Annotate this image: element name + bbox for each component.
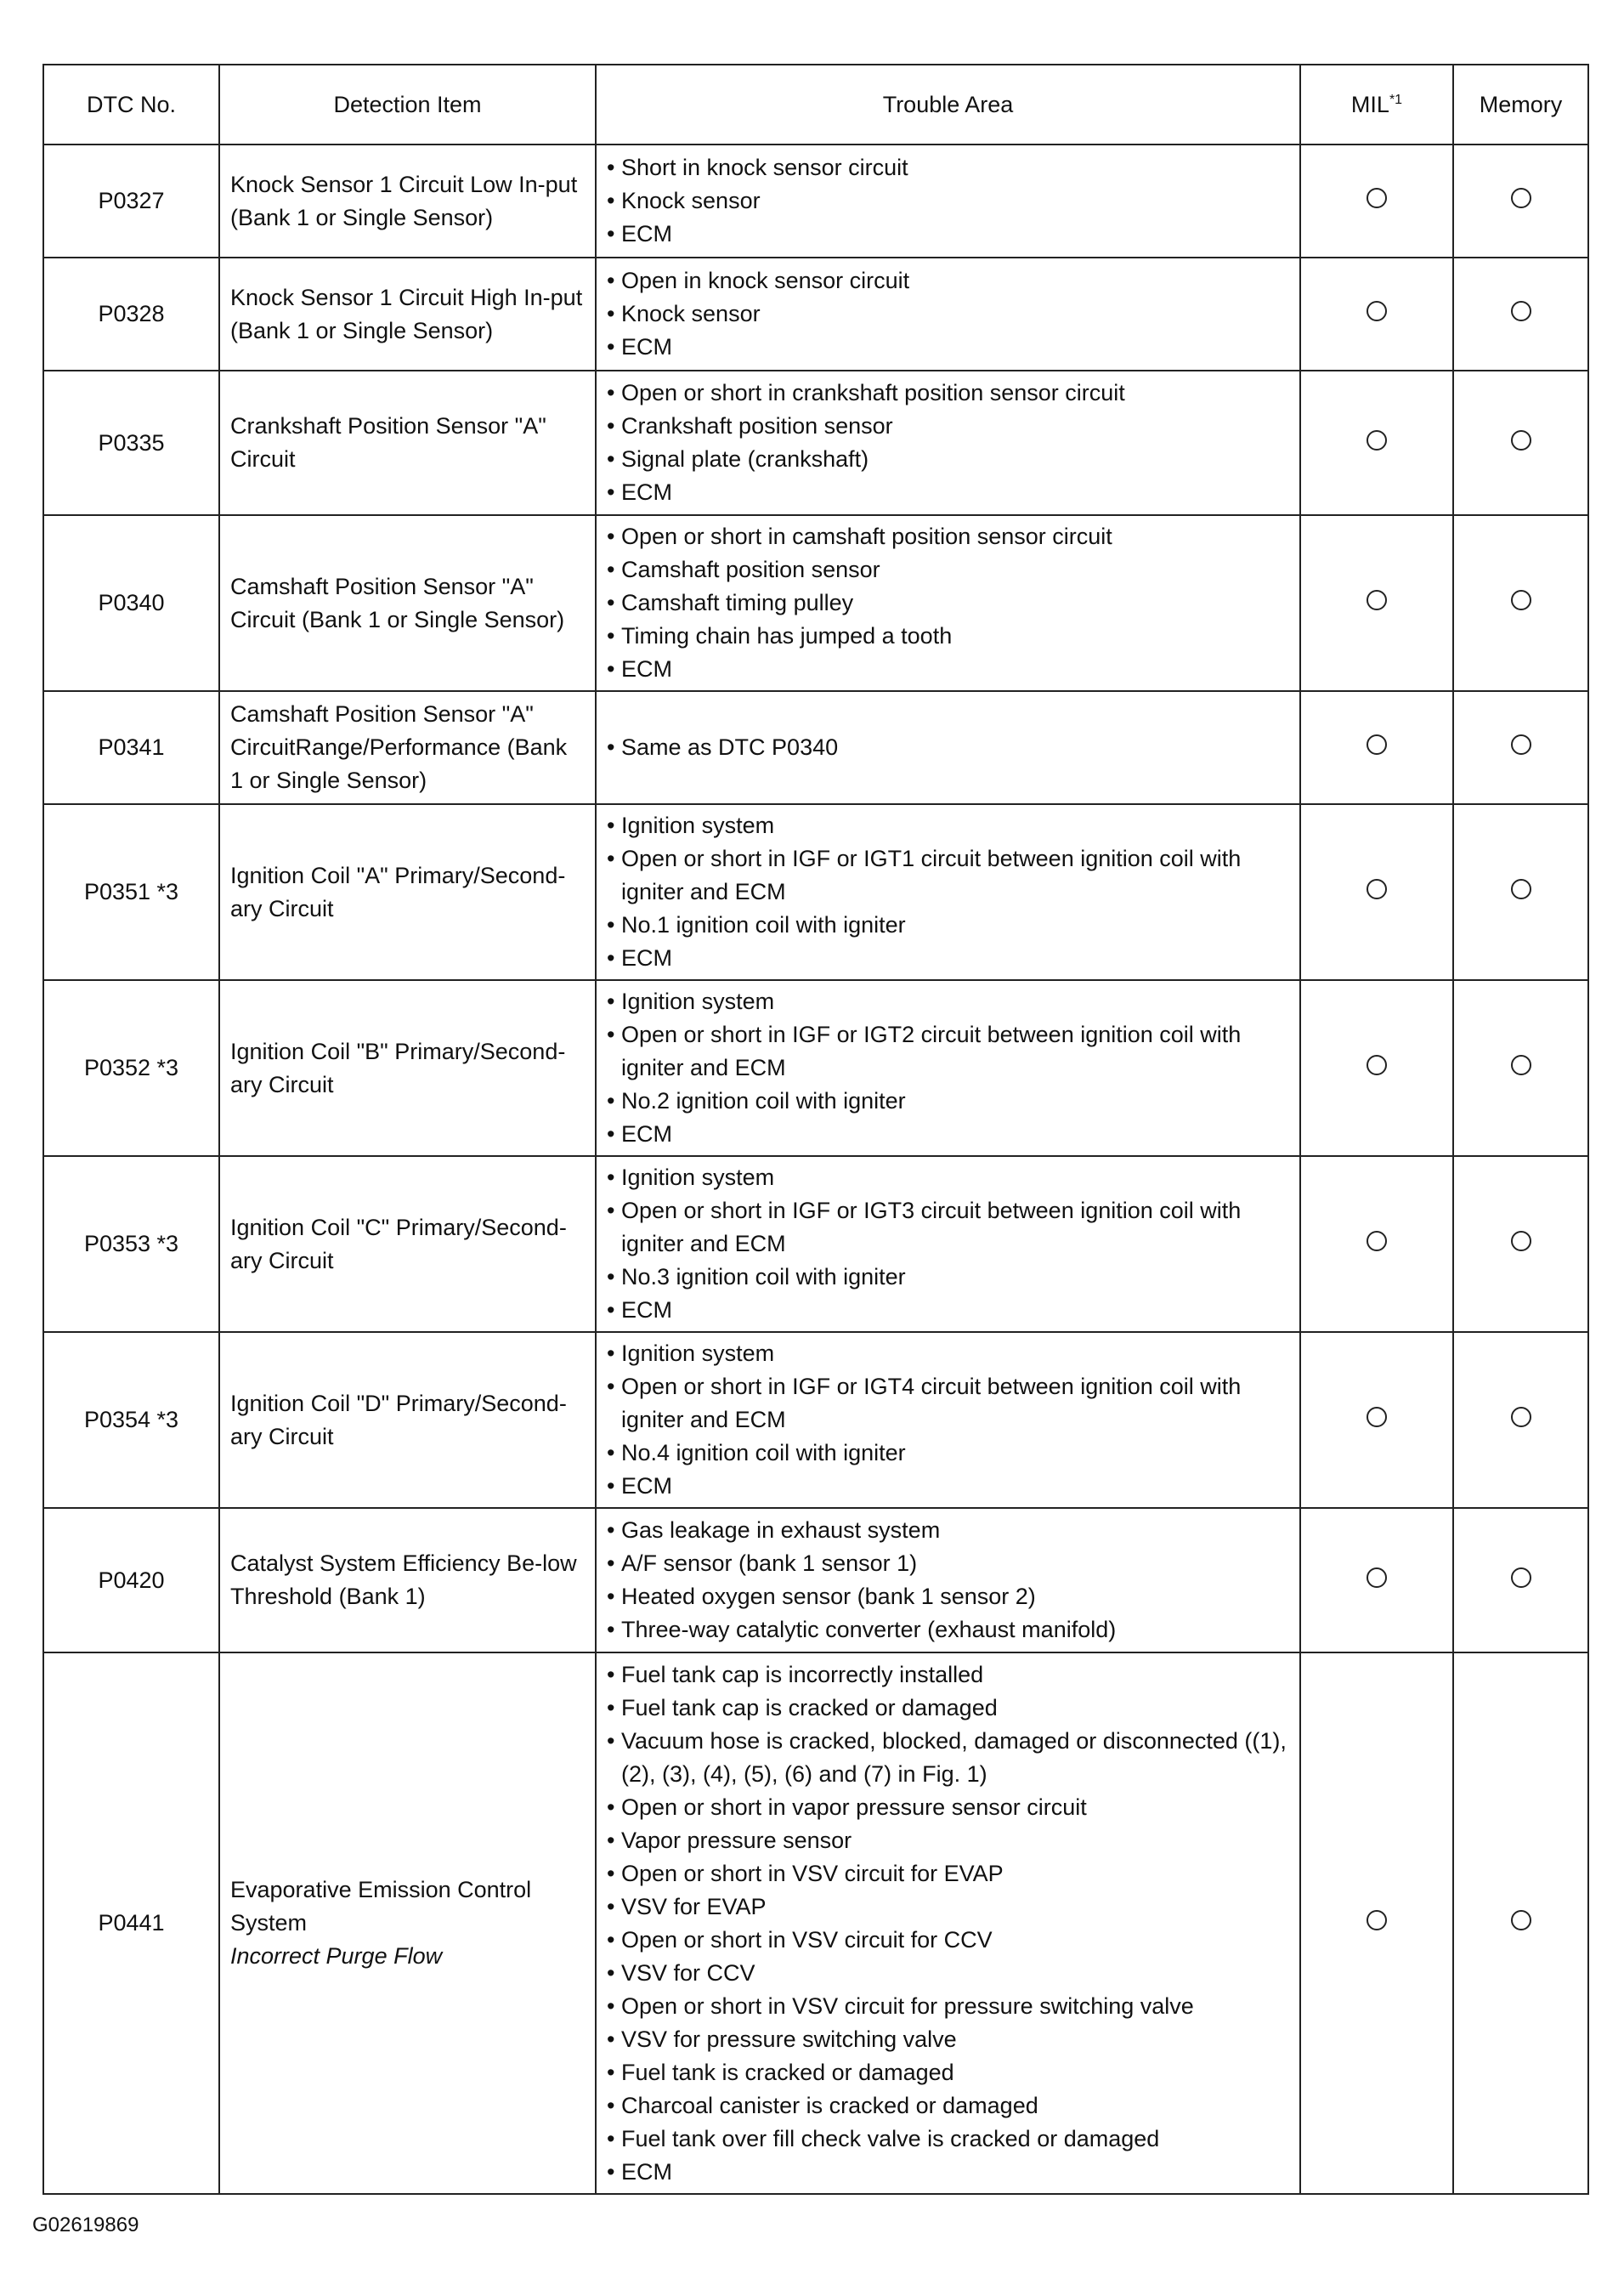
- trouble-area-item: • ECM: [607, 1294, 1291, 1327]
- trouble-area-item: • Ignition system: [607, 1161, 1291, 1194]
- trouble-area-item: • Open or short in IGF or IGT4 circuit between ignition coil with igniter and ECM: [607, 1370, 1291, 1437]
- memory-circle-icon: [1511, 879, 1531, 899]
- mil-circle-icon: [1367, 1055, 1387, 1075]
- trouble-area-list: [607, 985, 1291, 1151]
- detection-item: Knock Sensor 1 Circuit Low In-put (Bank 1 or Single Sensor): [230, 171, 578, 230]
- trouble-area-cell: [596, 1156, 1300, 1332]
- header-mil-note: *1: [1389, 92, 1403, 107]
- trouble-area-item: • ECM: [607, 942, 1291, 975]
- memory-circle-icon: [1511, 1055, 1531, 1075]
- detection-item-cell: [219, 1508, 596, 1652]
- table-row: [43, 258, 1588, 371]
- trouble-area-list: [607, 264, 1291, 364]
- trouble-area-item: • VSV for CCV: [607, 1957, 1291, 1990]
- memory-cell: [1453, 1652, 1588, 2194]
- mil-cell: [1300, 804, 1453, 980]
- memory-cell: [1453, 258, 1588, 371]
- trouble-area-cell: [596, 371, 1300, 515]
- table-row: [43, 1652, 1588, 2194]
- mil-cell: [1300, 691, 1453, 804]
- table-row: [43, 1332, 1588, 1508]
- trouble-area-list: [607, 1658, 1291, 2189]
- trouble-area-item: • ECM: [607, 331, 1291, 364]
- trouble-area-item: • Knock sensor: [607, 184, 1291, 218]
- trouble-area-item: • ECM: [607, 476, 1291, 509]
- detection-item: Catalyst System Efficiency Be-low Threshold (Bank 1): [230, 1550, 577, 1609]
- trouble-area-item: • No.1 ignition coil with igniter: [607, 909, 1291, 942]
- trouble-area-item: • Vapor pressure sensor: [607, 1824, 1291, 1857]
- trouble-area-item: • Open or short in IGF or IGT2 circuit between ignition coil with igniter and ECM: [607, 1018, 1291, 1085]
- memory-cell: [1453, 1156, 1588, 1332]
- trouble-area-item: • Open or short in crankshaft position sensor circuit: [607, 377, 1291, 410]
- dtc-code: P0335: [43, 371, 219, 515]
- trouble-area-item: • Short in knock sensor circuit: [607, 151, 1291, 184]
- mil-circle-icon: [1367, 1567, 1387, 1588]
- memory-cell: [1453, 980, 1588, 1156]
- trouble-area-item: • ECM: [607, 1470, 1291, 1503]
- detection-item: Camshaft Position Sensor "A" Circuit (Bank 1 or Single Sensor): [230, 573, 565, 632]
- mil-circle-icon: [1367, 590, 1387, 610]
- trouble-area-item: • Camshaft position sensor: [607, 553, 1291, 587]
- detection-item: Crankshaft Position Sensor "A" Circuit: [230, 413, 546, 472]
- dtc-code: P0327: [43, 145, 219, 258]
- trouble-area-item: • Vacuum hose is cracked, blocked, damaged or disconnected ((1), (2), (3), (4), (5), (6) and (7) in Fig. 1): [607, 1725, 1291, 1791]
- detection-item-cell: [219, 145, 596, 258]
- trouble-area-item: • Open or short in IGF or IGT3 circuit between ignition coil with igniter and ECM: [607, 1194, 1291, 1261]
- dtc-code: P0340: [43, 515, 219, 691]
- trouble-area-list: [607, 731, 1291, 764]
- table-body: [43, 145, 1588, 2194]
- mil-cell: [1300, 258, 1453, 371]
- mil-cell: [1300, 980, 1453, 1156]
- trouble-area-item: • No.2 ignition coil with igniter: [607, 1085, 1291, 1118]
- trouble-area-item: • Gas leakage in exhaust system: [607, 1514, 1291, 1547]
- trouble-area-item: • VSV for EVAP: [607, 1890, 1291, 1924]
- detection-item: Ignition Coil "B" Primary/Second-ary Circuit: [230, 1038, 566, 1097]
- trouble-area-cell: [596, 1332, 1300, 1508]
- dtc-table: [42, 64, 1589, 2195]
- detection-item: Ignition Coil "C" Primary/Second-ary Circuit: [230, 1214, 567, 1273]
- detection-item-cell: [219, 804, 596, 980]
- memory-cell: [1453, 515, 1588, 691]
- header-item: Detection Item: [219, 65, 596, 145]
- trouble-area-list: [607, 809, 1291, 975]
- mil-circle-icon: [1367, 430, 1387, 451]
- trouble-area-item: • Fuel tank is cracked or damaged: [607, 2056, 1291, 2089]
- trouble-area-cell: [596, 1652, 1300, 2194]
- trouble-area-cell: [596, 691, 1300, 804]
- trouble-area-item: • Open or short in VSV circuit for EVAP: [607, 1857, 1291, 1890]
- dtc-code: P0328: [43, 258, 219, 371]
- mil-circle-icon: [1367, 188, 1387, 208]
- detection-item: Ignition Coil "D" Primary/Second-ary Circuit: [230, 1390, 567, 1449]
- trouble-area-item: • Camshaft timing pulley: [607, 587, 1291, 620]
- trouble-area-item: • Open in knock sensor circuit: [607, 264, 1291, 298]
- detection-item-cell: [219, 1156, 596, 1332]
- header-dtc: DTC No.: [43, 65, 219, 145]
- trouble-area-item: • Fuel tank cap is cracked or damaged: [607, 1692, 1291, 1725]
- header-trouble: Trouble Area: [596, 65, 1300, 145]
- header-memory: Memory: [1453, 65, 1588, 145]
- dtc-code: P0351 *3: [43, 804, 219, 980]
- trouble-area-item: • Same as DTC P0340: [607, 731, 1291, 764]
- detection-item: Camshaft Position Sensor "A" CircuitRange/Performance (Bank 1 or Single Sensor): [230, 701, 568, 793]
- memory-cell: [1453, 145, 1588, 258]
- detection-item-cell: [219, 515, 596, 691]
- table-row: [43, 515, 1588, 691]
- dtc-code: P0441: [43, 1652, 219, 2194]
- trouble-area-cell: [596, 804, 1300, 980]
- header-mil-label: MIL: [1350, 91, 1389, 117]
- trouble-area-item: • Crankshaft position sensor: [607, 410, 1291, 443]
- trouble-area-list: [607, 1514, 1291, 1647]
- memory-cell: [1453, 691, 1588, 804]
- mil-cell: [1300, 371, 1453, 515]
- table-row: [43, 980, 1588, 1156]
- header-mil: [1300, 65, 1453, 145]
- trouble-area-item: • Timing chain has jumped a tooth: [607, 620, 1291, 653]
- memory-circle-icon: [1511, 301, 1531, 321]
- table-row: [43, 145, 1588, 258]
- trouble-area-item: • Knock sensor: [607, 298, 1291, 331]
- detection-item-cell: [219, 1652, 596, 2194]
- detection-item-cell: [219, 980, 596, 1156]
- trouble-area-item: • A/F sensor (bank 1 sensor 1): [607, 1547, 1291, 1580]
- trouble-area-item: • Open or short in vapor pressure sensor circuit: [607, 1791, 1291, 1824]
- memory-cell: [1453, 804, 1588, 980]
- detection-item: Evaporative Emission Control System: [230, 1877, 532, 1936]
- mil-circle-icon: [1367, 1910, 1387, 1930]
- trouble-area-item: • Open or short in camshaft position sensor circuit: [607, 520, 1291, 553]
- trouble-area-item: • ECM: [607, 653, 1291, 686]
- trouble-area-list: [607, 377, 1291, 509]
- trouble-area-cell: [596, 515, 1300, 691]
- memory-circle-icon: [1511, 1231, 1531, 1251]
- dtc-code: P0341: [43, 691, 219, 804]
- memory-circle-icon: [1511, 430, 1531, 451]
- trouble-area-item: • ECM: [607, 1118, 1291, 1151]
- dtc-code: P0420: [43, 1508, 219, 1652]
- mil-circle-icon: [1367, 734, 1387, 755]
- trouble-area-item: • VSV for pressure switching valve: [607, 2023, 1291, 2056]
- mil-circle-icon: [1367, 1231, 1387, 1251]
- mil-circle-icon: [1367, 879, 1387, 899]
- detection-item: Knock Sensor 1 Circuit High In-put (Bank 1 or Single Sensor): [230, 284, 583, 343]
- trouble-area-item: • Three-way catalytic converter (exhaust manifold): [607, 1613, 1291, 1647]
- figure-code: G02619869: [32, 2213, 139, 2236]
- table-row: [43, 1156, 1588, 1332]
- table-header: [43, 65, 1588, 145]
- memory-cell: [1453, 371, 1588, 515]
- trouble-area-item: • No.4 ignition coil with igniter: [607, 1437, 1291, 1470]
- memory-circle-icon: [1511, 734, 1531, 755]
- header-row: [43, 65, 1588, 145]
- memory-circle-icon: [1511, 1567, 1531, 1588]
- trouble-area-item: • Open or short in VSV circuit for pressure switching valve: [607, 1990, 1291, 2023]
- mil-cell: [1300, 1332, 1453, 1508]
- trouble-area-cell: [596, 258, 1300, 371]
- mil-cell: [1300, 145, 1453, 258]
- trouble-area-cell: [596, 1508, 1300, 1652]
- trouble-area-item: • Ignition system: [607, 985, 1291, 1018]
- mil-cell: [1300, 515, 1453, 691]
- mil-circle-icon: [1367, 1407, 1387, 1427]
- trouble-area-item: • Open or short in VSV circuit for CCV: [607, 1924, 1291, 1957]
- trouble-area-item: • Charcoal canister is cracked or damaged: [607, 2089, 1291, 2123]
- detection-item: Ignition Coil "A" Primary/Second-ary Circuit: [230, 862, 566, 921]
- trouble-area-list: [607, 1161, 1291, 1327]
- memory-circle-icon: [1511, 590, 1531, 610]
- trouble-area-list: [607, 520, 1291, 686]
- mil-cell: [1300, 1652, 1453, 2194]
- detection-item-cell: [219, 258, 596, 371]
- memory-cell: [1453, 1508, 1588, 1652]
- trouble-area-list: [607, 151, 1291, 251]
- trouble-area-item: • Fuel tank cap is incorrectly installed: [607, 1658, 1291, 1692]
- memory-circle-icon: [1511, 1910, 1531, 1930]
- detection-item-cell: [219, 691, 596, 804]
- memory-cell: [1453, 1332, 1588, 1508]
- trouble-area-item: • Ignition system: [607, 1337, 1291, 1370]
- memory-circle-icon: [1511, 1407, 1531, 1427]
- mil-cell: [1300, 1508, 1453, 1652]
- trouble-area-item: • ECM: [607, 2156, 1291, 2189]
- dtc-code: P0352 *3: [43, 980, 219, 1156]
- trouble-area-item: • Heated oxygen sensor (bank 1 sensor 2): [607, 1580, 1291, 1613]
- detection-item-cell: [219, 371, 596, 515]
- table-row: [43, 691, 1588, 804]
- detection-item-extra: Incorrect Purge Flow: [230, 1943, 443, 1969]
- trouble-area-item: • Open or short in IGF or IGT1 circuit between ignition coil with igniter and ECM: [607, 842, 1291, 909]
- memory-circle-icon: [1511, 188, 1531, 208]
- detection-item-cell: [219, 1332, 596, 1508]
- mil-circle-icon: [1367, 301, 1387, 321]
- trouble-area-list: [607, 1337, 1291, 1503]
- trouble-area-item: • ECM: [607, 218, 1291, 251]
- table-row: [43, 371, 1588, 515]
- trouble-area-item: • Fuel tank over fill check valve is cracked or damaged: [607, 2123, 1291, 2156]
- dtc-code: P0354 *3: [43, 1332, 219, 1508]
- trouble-area-item: • Signal plate (crankshaft): [607, 443, 1291, 476]
- trouble-area-item: • Ignition system: [607, 809, 1291, 842]
- table-row: [43, 804, 1588, 980]
- table-row: [43, 1508, 1588, 1652]
- trouble-area-cell: [596, 145, 1300, 258]
- mil-cell: [1300, 1156, 1453, 1332]
- trouble-area-cell: [596, 980, 1300, 1156]
- dtc-code: P0353 *3: [43, 1156, 219, 1332]
- trouble-area-item: • No.3 ignition coil with igniter: [607, 1261, 1291, 1294]
